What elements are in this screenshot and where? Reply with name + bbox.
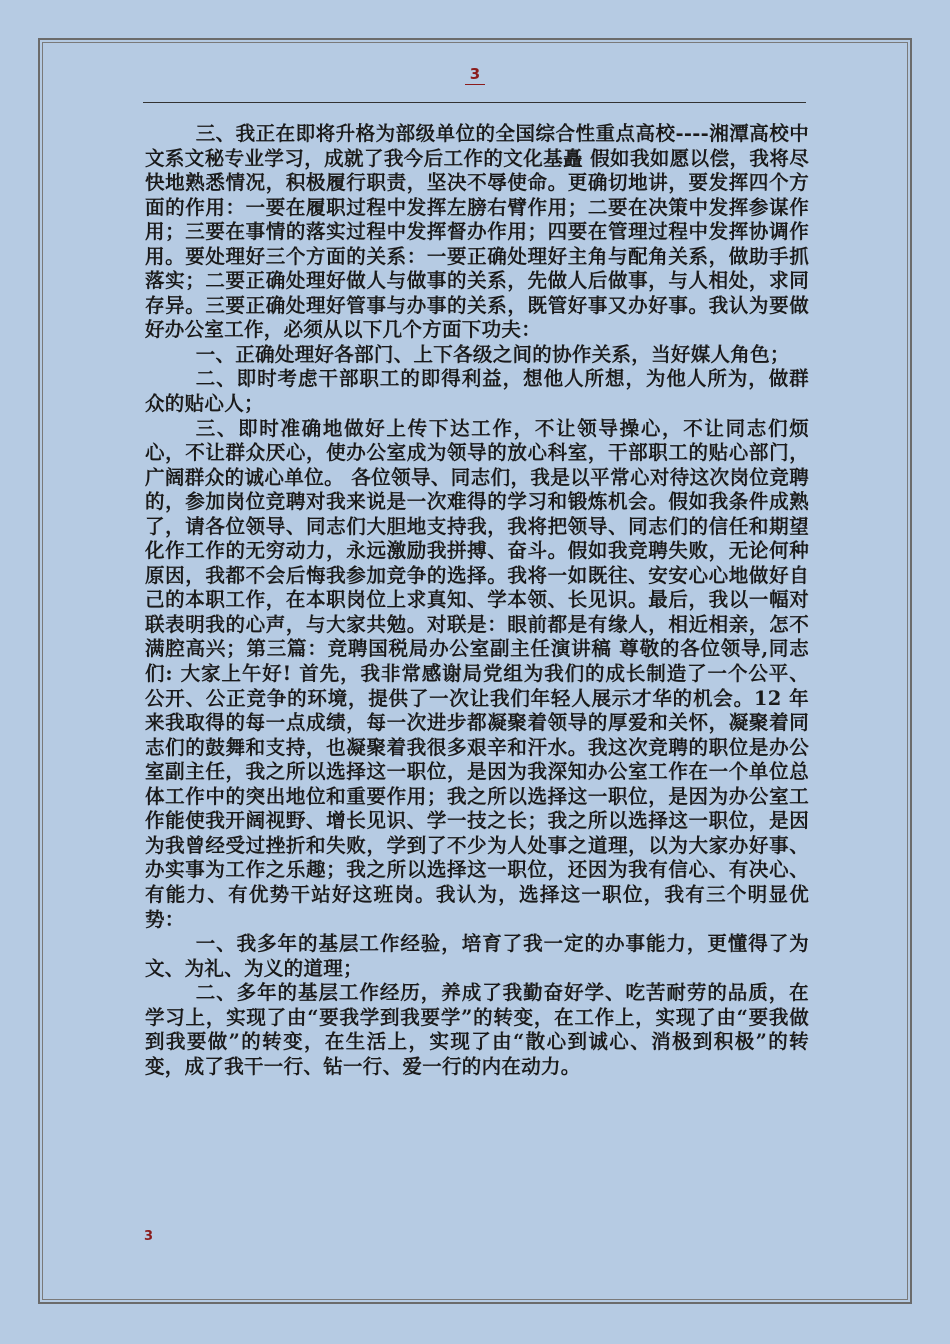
paragraph: 一、正确处理好各部门、上下各级之间的协作关系，当好媒人角色； <box>195 342 790 366</box>
paragraph: 二、多年的基层工作经历，养成了我勤奋好学、吃苦耐劳的品质，在学习上，实现了由“要我学到我要学”的转变，在工作上，实现了由“要我做到我要做”的转变，在生活上，实现了由“散心到诚心、消极到积极”的转变，成了我干一行、钻一行、爱一行的内在动力。 <box>145 981 809 1078</box>
paragraph: 三、我正在即将升格为部级单位的全国综合性重点高校----湘潭高校中文系文秘专业学习，成就了我今后工作的文化基矗 假如我如愿以偿，我将尽快地熟悉情况，积极履行职责，坚决不辱使命。更确切地讲，要发挥四个方面的作用：一要在履职过程中发挥左膀右臂作用；二要在决策中发挥参谋作用；三要在事情的落实过程中发挥督办作用；四要在管理过程中发挥协调作用。要处理好三个方面的关系：一要正确处理好主角与配角关系，做助手抓落实；二要正确处理好做人与做事的关系，先做人后做事，与人相处，求同存异。三要正确处理好管事与办事的关系，既管好事又办好事。我认为要做好办公室工作，必须从以下几个方面下功夫： <box>145 122 809 342</box>
document-body <box>145 122 809 1079</box>
paragraph: 三、即时准确地做好上传下达工作，不让领导操心，不让同志们烦心，不让群众厌心，使办公室成为领导的放心科室，干部职工的贴心部门，广阔群众的诚心单位。 各位领导、同志们，我是以平常心对待这次岗位竞聘的，参加岗位竞聘对我来说是一次难得的学习和锻炼机会。假如我条件成熟了，请各位领导、同志们大胆地支持我，我将把领导、同志们的信任和期望化作工作的无穷动力，永远激励我拼搏、奋斗。假如我竞聘失败，无论何种原因，我都不会后悔我参加竞争的选择。我将一如既往、安安心心地做好自己的本职工作，在本职岗位上求真知、学本领、长见识。最后，我以一幅对联表明我的心声，与大家共勉。对联是：眼前都是有缘人，相近相亲，怎不满腔高兴；第三篇：竞聘国税局办公室副主任演讲稿 尊敬的各位领导,同志们: 大家上午好! 首先，我非常感谢局党组为我们的成长制造了一个公平、公开、公正竞争的环境，提供了一次让我们年轻人展示才华的机会。12 年来我取得的每一点成绩，每一次进步都凝聚着领导的厚爱和关怀，凝聚着同志们的鼓舞和支持，也凝聚着我很多艰辛和汗水。我这次竞聘的职位是办公室副主任，我之所以选择这一职位，是因为我深知办公室工作在一个单位总体工作中的突出地位和重要作用；我之所以选择这一职位，是因为办公室工作能使我开阔视野、增长见识、学一技之长；我之所以选择这一职位，是因为我曾经受过挫折和失败，学到了不少为人处事之道理，以为大家办好事、办实事为工作之乐趣；我之所以选择这一职位，还因为我有信心、有决心、有能力、有优势干站好这班岗。我认为，选择这一职位，我有三个明显优势： <box>145 416 809 931</box>
footer-page-number: 3 <box>144 1229 154 1244</box>
paragraph: 一、我多年的基层工作经验，培育了我一定的办事能力，更懂得了为文、为礼、为义的道理； <box>145 932 809 980</box>
header-page-number: 3 <box>465 64 485 85</box>
paragraph: 二、即时考虑干部职工的即得利益，想他人所想，为他人所为，做群众的贴心人； <box>145 367 809 416</box>
header-divider <box>143 102 806 103</box>
